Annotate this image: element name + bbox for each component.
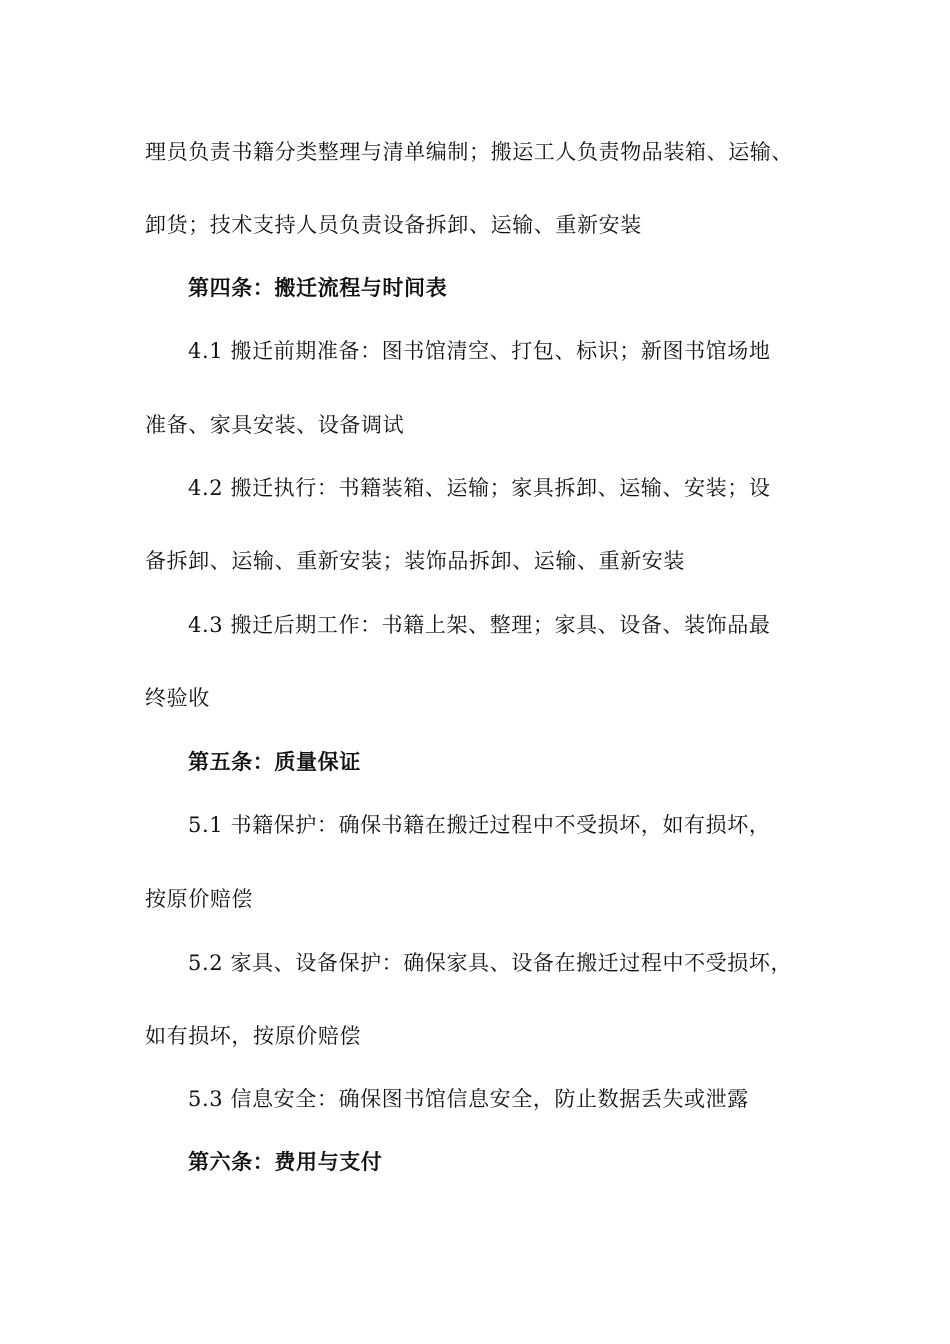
clause-line: 5.3 信息安全：确保图书馆信息安全，防止数据丢失或泄露 [188, 1087, 749, 1111]
section-heading: 第四条：搬迁流程与时间表 [188, 275, 448, 300]
clause-line: 5.1 书籍保护：确保书籍在搬迁过程中不受损坏，如有损坏， [188, 813, 771, 837]
clause-line: 4.3 搬迁后期工作：书籍上架、整理；家具、设备、装饰品最 [188, 613, 771, 637]
paragraph-line: 如有损坏，按原价赔偿 [145, 1024, 361, 1048]
paragraph-line: 按原价赔偿 [145, 887, 253, 911]
clause-line: 5.2 家具、设备保护：确保家具、设备在搬迁过程中不受损坏， [188, 951, 793, 975]
section-heading: 第六条：费用与支付 [188, 1149, 383, 1174]
paragraph-line: 终验收 [145, 686, 210, 710]
paragraph-line: 理员负责书籍分类整理与清单编制；搬运工人负责物品装箱、运输、 [145, 140, 793, 164]
paragraph-line: 备拆卸、运输、重新安装；装饰品拆卸、运输、重新安装 [145, 549, 685, 573]
clause-line: 4.2 搬迁执行：书籍装箱、运输；家具拆卸、运输、安装；设 [188, 476, 771, 500]
clause-line: 4.1 搬迁前期准备：图书馆清空、打包、标识；新图书馆场地 [188, 339, 771, 363]
paragraph-line: 准备、家具安装、设备调试 [145, 413, 405, 437]
section-heading: 第五条：质量保证 [188, 749, 361, 774]
paragraph-line: 卸货；技术支持人员负责设备拆卸、运输、重新安装 [145, 213, 642, 237]
